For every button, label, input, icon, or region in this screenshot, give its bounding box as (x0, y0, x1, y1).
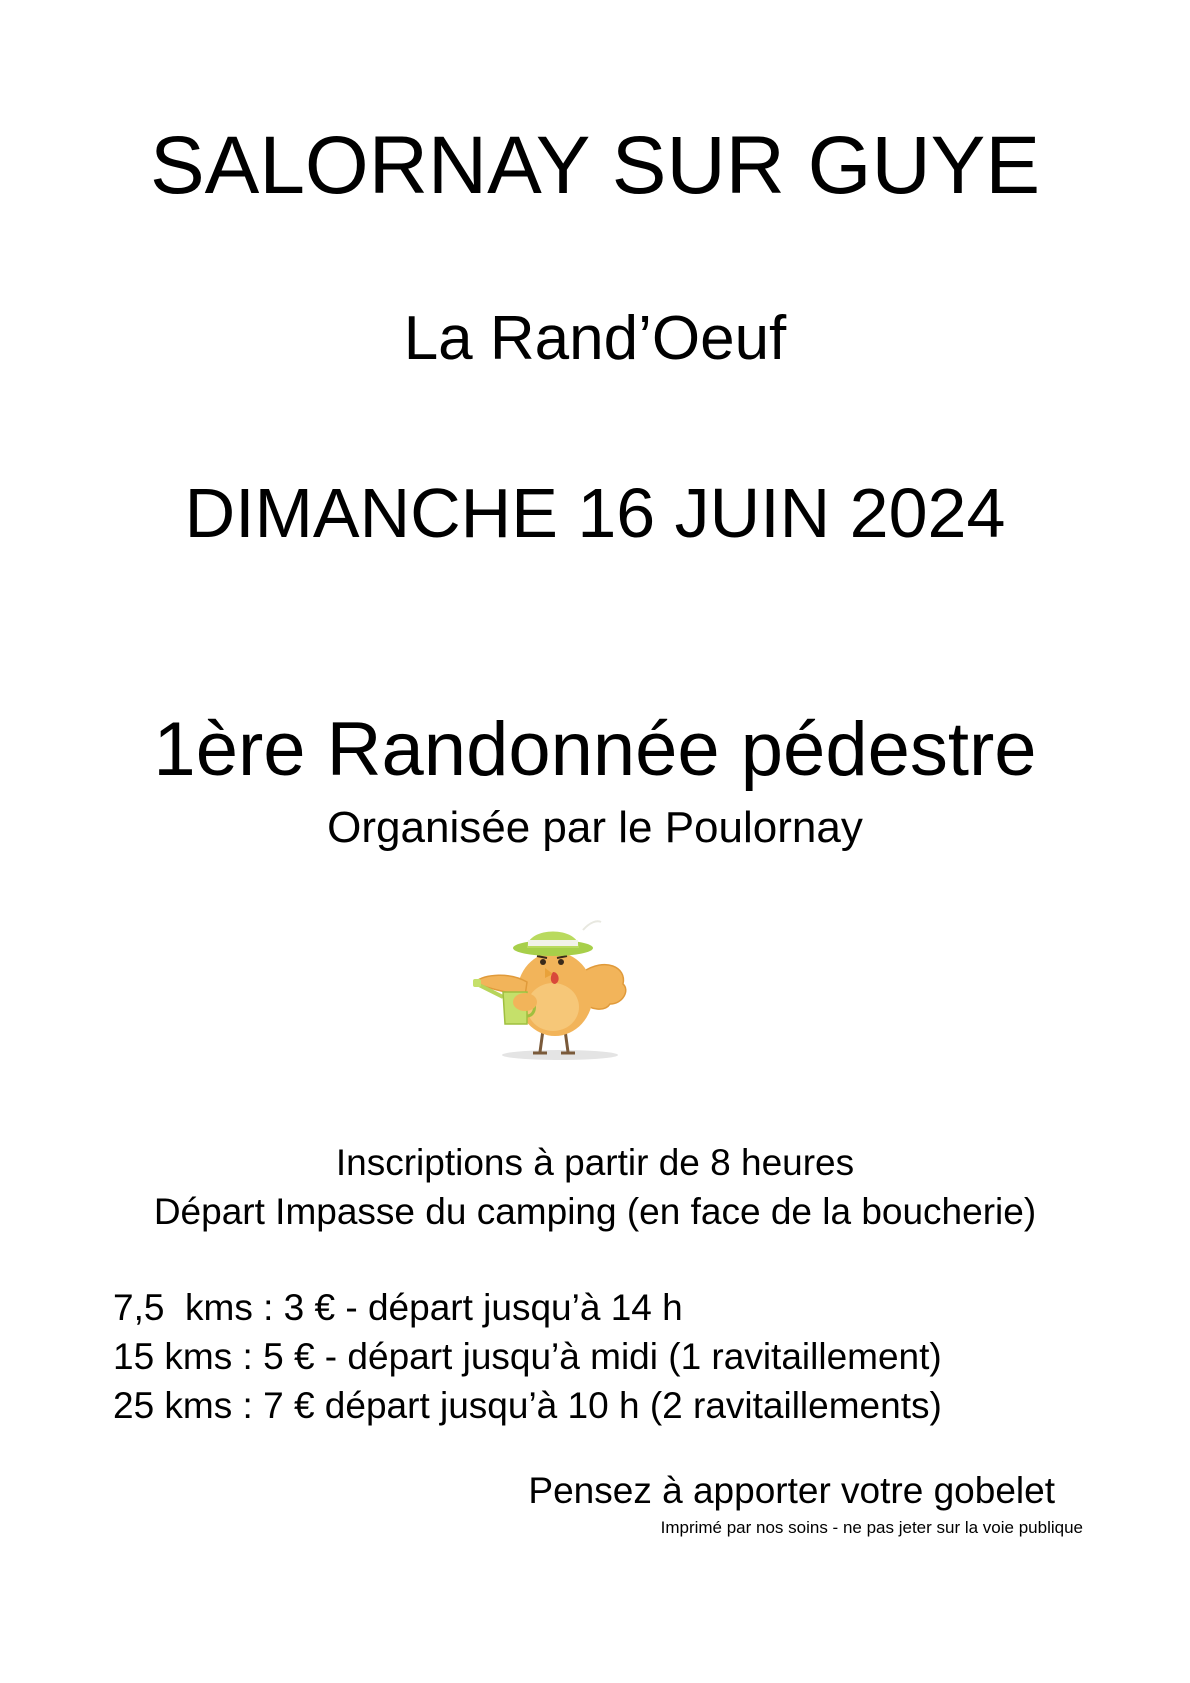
chick-with-hat-and-watering-can-icon (465, 912, 645, 1062)
mascot-hat (513, 921, 601, 956)
price-row: 7,5 kms : 3 € - départ jusqu’à 14 h (113, 1287, 683, 1328)
walk-title: 1ère Randonnée pédestre (153, 707, 1037, 792)
event-date: DIMANCHE 16 JUIN 2024 (184, 474, 1006, 552)
organizer-line: Organisée par le Poulornay (327, 803, 863, 852)
registration-line: Inscriptions à partir de 8 heures (335, 1142, 855, 1183)
departure-line: Départ Impasse du camping (en face de la boucherie) (153, 1191, 1037, 1232)
practical-info (0, 1138, 1190, 1236)
price-list (113, 1283, 942, 1430)
town-title: SALORNAY SUR GUYE (149, 120, 1041, 211)
price-row: 15 kms : 5 € - départ jusqu’à midi (1 ravitaillement) (113, 1336, 942, 1377)
price-row: 25 kms : 7 € départ jusqu’à 10 h (2 ravitaillements) (113, 1385, 942, 1426)
mascot-shadow (502, 1050, 618, 1060)
cup-reminder: Pensez à apporter votre gobelet (528, 1470, 1055, 1511)
printed-note: Imprimé par nos soins - ne pas jeter sur la voie publique (660, 1518, 1083, 1537)
event-name: La Rand’Oeuf (403, 304, 787, 373)
